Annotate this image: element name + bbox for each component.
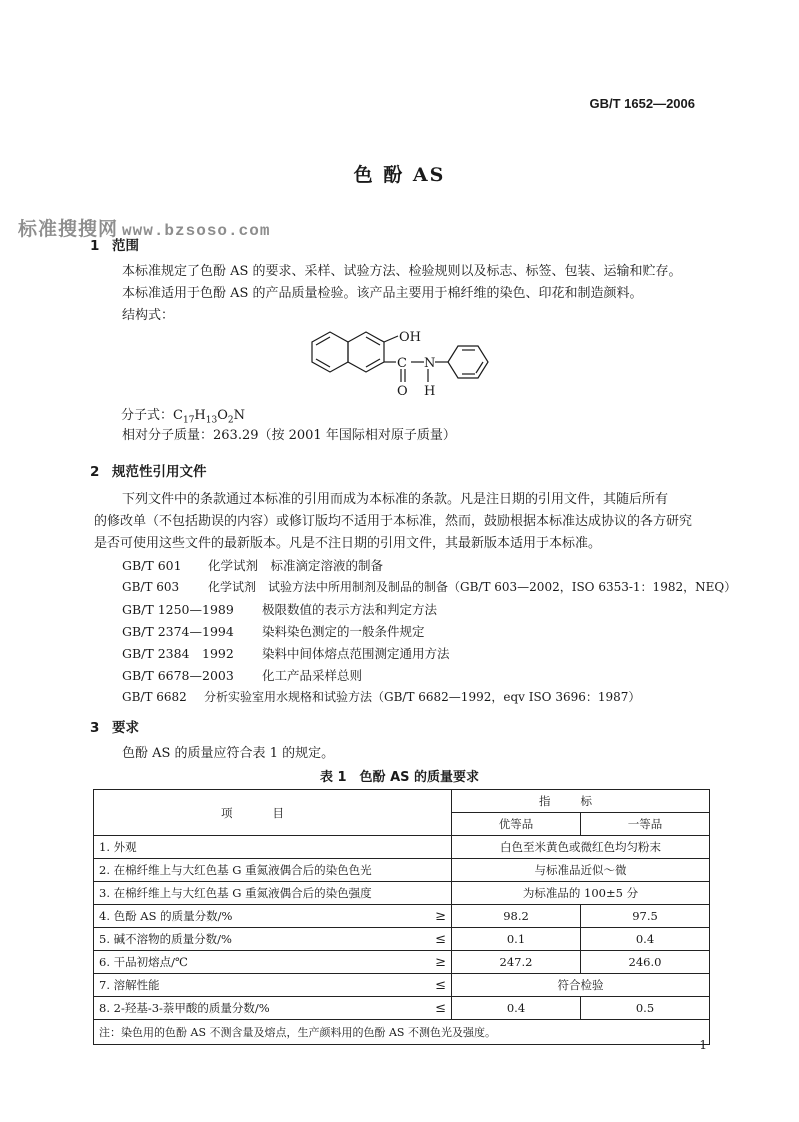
paragraph: 本标准规定了色酚 AS 的要求、采样、试验方法、检验规则以及标志、标签、包装、运输和贮存。	[122, 264, 682, 279]
table-row	[94, 905, 710, 928]
molecular-mass: 相对分子质量：263.29（按 2001 年国际相对原子质量）	[122, 428, 456, 443]
row-item: 1. 外观	[94, 836, 418, 859]
row-item: 8. 2-羟基-3-萘甲酸的质量分数/%	[94, 997, 418, 1020]
paragraph: 色酚 AS 的质量应符合表 1 的规定。	[122, 746, 335, 761]
formula-subscript: 17	[182, 415, 195, 426]
row-value-first: 0.4	[581, 928, 710, 951]
label-oh: OH	[399, 330, 421, 345]
row-item: 3. 在棉纤维上与大红色基 G 重氮液偶合后的染色强度	[94, 882, 418, 905]
reference-item	[122, 578, 736, 595]
row-item: 7. 溶解性能	[94, 974, 418, 997]
reference-title: 染料中间体熔点范围测定通用方法	[262, 646, 450, 661]
row-item: 4. 色酚 AS 的质量分数/%	[94, 905, 418, 928]
row-value-superior: 0.1	[452, 928, 581, 951]
row-value-merged: 为标准品的 100±5 分	[452, 882, 710, 905]
row-comparator: ≥	[417, 905, 452, 928]
reference-item	[122, 556, 383, 574]
table-note-row	[94, 1020, 710, 1045]
table-row	[94, 928, 710, 951]
formula-element: O	[217, 408, 228, 423]
formula-element: H	[194, 408, 206, 423]
section-number: 2	[90, 464, 100, 480]
reference-item	[122, 600, 437, 618]
row-comparator	[417, 882, 452, 905]
row-comparator	[417, 836, 452, 859]
reference-title: 化工产品采样总则	[262, 668, 363, 683]
paragraph-line: 的修改单（不包括勘误的内容）或修订版均不适用于本标准，然而，鼓励根据本标准达成协议的各方研究	[94, 514, 693, 529]
section-3-heading	[90, 716, 139, 736]
row-item: 2. 在棉纤维上与大红色基 G 重氮液偶合后的染色色光	[94, 859, 418, 882]
reference-code: GB/T 2374—1994	[122, 624, 234, 639]
reference-title: 极限数值的表示方法和判定方法	[262, 602, 438, 617]
reference-code: GB/T 6678—2003	[122, 668, 234, 683]
header-index: 指标	[452, 790, 710, 813]
section-title: 规范性引用文件	[112, 464, 207, 480]
reference-code: GB/T 601	[122, 558, 182, 573]
naphthalene-right-ring	[348, 332, 384, 372]
watermark	[18, 214, 270, 241]
table-row	[94, 859, 710, 882]
label-h: H	[424, 384, 436, 399]
section-number: 3	[90, 720, 100, 736]
formula-subscript: 13	[205, 415, 218, 426]
naphthalene-left-ring	[312, 332, 348, 372]
row-value-superior: 247.2	[452, 951, 581, 974]
section-title: 范围	[112, 238, 139, 254]
reference-code: GB/T 603	[122, 580, 180, 594]
table-row	[94, 997, 710, 1020]
section-number: 1	[90, 238, 100, 254]
row-value-merged: 与标准品近似～微	[452, 859, 710, 882]
section-title: 要求	[112, 720, 139, 736]
document-title: 色 酚 AS	[353, 164, 446, 186]
header-grade-superior: 优等品	[452, 813, 581, 836]
reference-item	[122, 622, 425, 640]
phenyl-ring	[448, 346, 488, 378]
standard-code: GB/T 1652—2006	[589, 96, 695, 111]
row-comparator	[417, 859, 452, 882]
reference-title: 化学试剂 试验方法中所用制剂及制品的制备（GB/T 603—2002，ISO 6353-1：1982，NEQ）	[208, 580, 737, 594]
header-grade-first: 一等品	[581, 813, 710, 836]
label-n: N	[424, 356, 436, 371]
label-c: C	[397, 356, 407, 371]
row-value-first: 97.5	[581, 905, 710, 928]
page-number: 1	[699, 1038, 707, 1052]
label-o: O	[397, 384, 408, 399]
structure-label: 结构式：	[122, 308, 175, 323]
watermark-url: www.bzsoso.com	[122, 222, 271, 240]
paragraph: 本标准适用于色酚 AS 的产品质量检验。该产品主要用于棉纤维的染色、印花和制造颜料。	[122, 286, 643, 301]
formula-label: 分子式：	[121, 408, 174, 423]
row-item: 6. 干品初熔点/℃	[94, 951, 418, 974]
table-caption: 表 1 色酚 AS 的质量要求	[319, 770, 480, 785]
formula-element: N	[233, 408, 245, 423]
table-header-row	[94, 790, 710, 813]
paragraph-line: 下列文件中的条款通过本标准的引用而成为本标准的条款。凡是注日期的引用文件，其随后所有	[122, 492, 669, 507]
section-2-heading	[90, 460, 207, 480]
structural-formula	[300, 320, 500, 402]
row-value-first: 246.0	[581, 951, 710, 974]
reference-item	[122, 644, 450, 662]
table-row	[94, 836, 710, 859]
watermark-site-name: 标准搜搜网	[18, 219, 119, 240]
row-comparator: ≤	[417, 974, 452, 997]
row-comparator: ≤	[417, 997, 452, 1020]
table-row	[94, 882, 710, 905]
row-comparator: ≤	[417, 928, 452, 951]
table-note: 注：染色用的色酚 AS 不测含量及熔点，生产颜料用的色酚 AS 不测色光及强度。	[94, 1020, 710, 1045]
formula-element: C	[173, 408, 183, 423]
reference-item	[122, 666, 362, 684]
reference-title: 染料染色测定的一般条件规定	[262, 624, 425, 639]
reference-code: GB/T 6682	[122, 690, 187, 704]
reference-title: 化学试剂 标准滴定溶液的制备	[208, 558, 384, 573]
table-row	[94, 974, 710, 997]
row-value-superior: 98.2	[452, 905, 581, 928]
row-value-merged: 符合检验	[452, 974, 710, 997]
row-comparator: ≥	[417, 951, 452, 974]
reference-code: GB/T 1250—1989	[122, 602, 234, 617]
row-value-first: 0.5	[581, 997, 710, 1020]
formula-subscript: 2	[227, 415, 234, 426]
row-value-merged: 白色至米黄色或微红色均匀粉末	[452, 836, 710, 859]
row-value-superior: 0.4	[452, 997, 581, 1020]
reference-code: GB/T 2384 1992	[122, 646, 234, 661]
reference-item	[122, 688, 640, 705]
header-item: 项目	[94, 790, 452, 836]
row-item: 5. 碱不溶物的质量分数/%	[94, 928, 418, 951]
reference-title: 分析实验室用水规格和试验方法（GB/T 6682—1992，eqv ISO 3696：1987）	[204, 690, 641, 704]
table-row	[94, 951, 710, 974]
quality-requirements-table	[93, 789, 710, 1045]
section-1-heading	[90, 234, 139, 254]
paragraph-line: 是否可使用这些文件的最新版本。凡是不注日期的引用文件，其最新版本适用于本标准。	[94, 536, 602, 551]
molecular-formula	[121, 404, 245, 426]
